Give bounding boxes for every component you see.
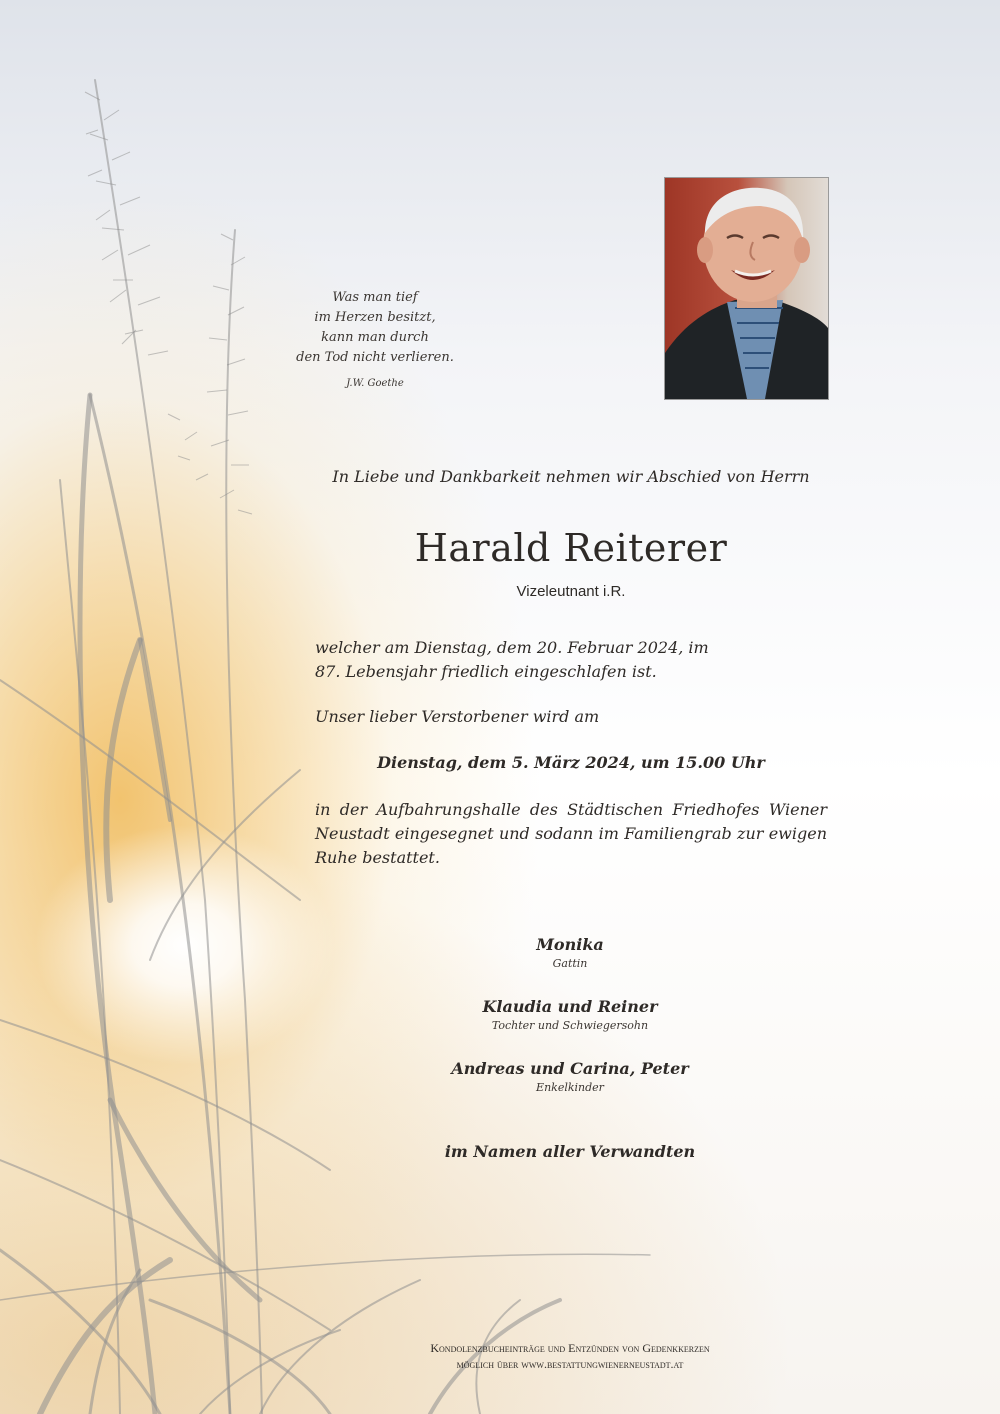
quote-line: kann man durch [321,330,429,345]
death-line: 87. Lebensjahr friedlich eingeschlafen ist. [315,662,657,681]
quote-line: im Herzen besitzt, [314,310,436,325]
closing-text [400,1141,740,1163]
mourner-relation: Tochter und Schwiegersohn [491,1019,649,1032]
mourner-name: Monika [536,935,604,954]
mourner-entry [400,996,740,1034]
mourner-name: Andreas und Carina, Peter [451,1059,689,1078]
quote-author: J.W. Goethe [346,378,404,389]
footer-notice [300,1340,840,1372]
quote-block [270,288,480,394]
death-line: welcher am Dienstag, dem 20. Februar 2024, im [315,638,709,657]
footer-line: Kondolenzbucheinträge und Entzünden von Gedenkkerzen [430,1341,710,1355]
intro-text: In Liebe und Dankbarkeit nehmen wir Abschied von Herrn [332,467,810,486]
closing-line: im Namen aller Verwandten [444,1142,696,1161]
mourner-entry [400,1058,740,1096]
ceremony-date: Dienstag, dem 5. März 2024, um 15.00 Uhr [377,753,765,772]
mourner-relation: Gattin [552,957,588,970]
portrait-photo [664,177,829,400]
death-paragraph [315,636,827,684]
mourner-name: Klaudia und Reiner [482,997,658,1016]
quote-line: den Tod nicht verlieren. [296,350,454,365]
deceased-rank: Vizeleutnant i.R. [516,583,626,600]
ceremony-intro: Unser lieber Verstorbener wird am [315,707,600,726]
mourner-relation: Enkelkinder [536,1081,604,1094]
mourner-entry [400,934,740,972]
ceremony-paragraph: in der Aufbahrungshalle des Städtischen Friedhofes Wiener Neustadt eingesegnet und sodann im Familiengrab zur ewigen Ruhe bestattet. [315,800,827,867]
footer-website-link[interactable]: möglich über www.bestattungwienerneustadt.at [456,1357,684,1371]
quote-line: Was man tief [332,290,418,305]
portrait-illustration [665,178,828,399]
deceased-name: Harald Reiterer [414,526,728,570]
